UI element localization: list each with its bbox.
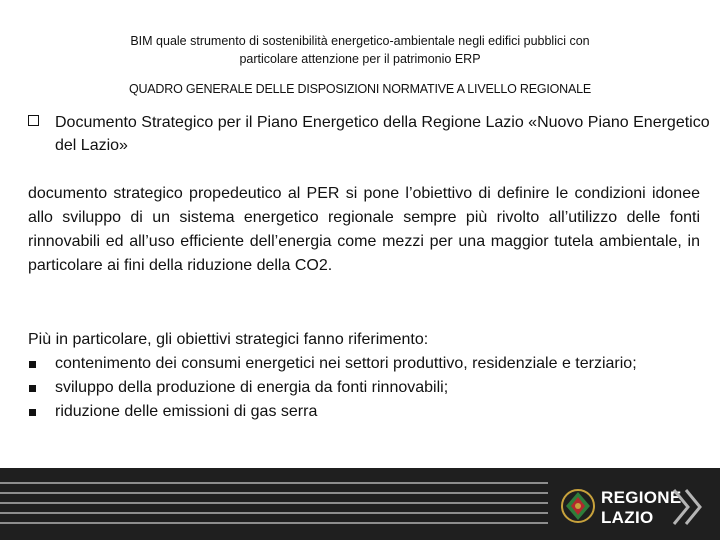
- list-item-text: sviluppo della produzione di energia da fonti rinnovabili;: [55, 379, 449, 396]
- chevron-right-icon: [670, 486, 704, 528]
- logo-line-2: LAZIO: [601, 508, 654, 527]
- slide-title-line-2: particolare attenzione per il patrimonio ERP: [239, 52, 481, 66]
- objectives-list: [28, 352, 700, 424]
- regione-lazio-emblem-icon: [560, 486, 596, 526]
- bullet-heading-text: Documento Strategico per il Piano Energetico della Regione Lazio «Nuovo Piano Energetico del Lazio»: [55, 114, 710, 154]
- list-item: [28, 376, 700, 400]
- slide-title-line-1: BIM quale strumento di sostenibilità energetico-ambientale negli edifici pubblici con: [130, 34, 590, 48]
- list-item: [28, 400, 700, 424]
- objectives-intro: Più in particolare, gli obiettivi strategici fanno riferimento:: [28, 331, 429, 348]
- checkbox-bullet-icon: [28, 115, 39, 126]
- logo-line-1: REGIONE: [601, 488, 682, 507]
- list-item: [28, 352, 700, 376]
- body-paragraph: documento strategico propedeutico al PER si pone l’obiettivo di definire le condizioni idonee allo sviluppo di un sistema energetico regionale sempre più rivolto all’utilizzo delle fonti rinnovabili ed all’uso efficiente dell’energia come mezzi per una maggior tutela ambientale, in particolare ai fini della riduzione della CO2.: [28, 185, 700, 274]
- square-bullet-icon: [29, 361, 36, 368]
- footer-stripe: [0, 502, 548, 504]
- footer-stripe: [0, 522, 548, 524]
- footer-stripe: [0, 512, 548, 514]
- section-title: QUADRO GENERALE DELLE DISPOSIZIONI NORMATIVE A LIVELLO REGIONALE: [128, 82, 592, 96]
- square-bullet-icon: [29, 385, 36, 392]
- list-item-text: contenimento dei consumi energetici nei settori produttivo, residenziale e terziario;: [55, 355, 637, 372]
- slide-title: [60, 32, 660, 68]
- square-bullet-icon: [29, 409, 36, 416]
- footer-stripe: [0, 482, 548, 484]
- list-item-text: riduzione delle emissioni di gas serra: [55, 403, 318, 420]
- footer-stripe: [0, 492, 548, 494]
